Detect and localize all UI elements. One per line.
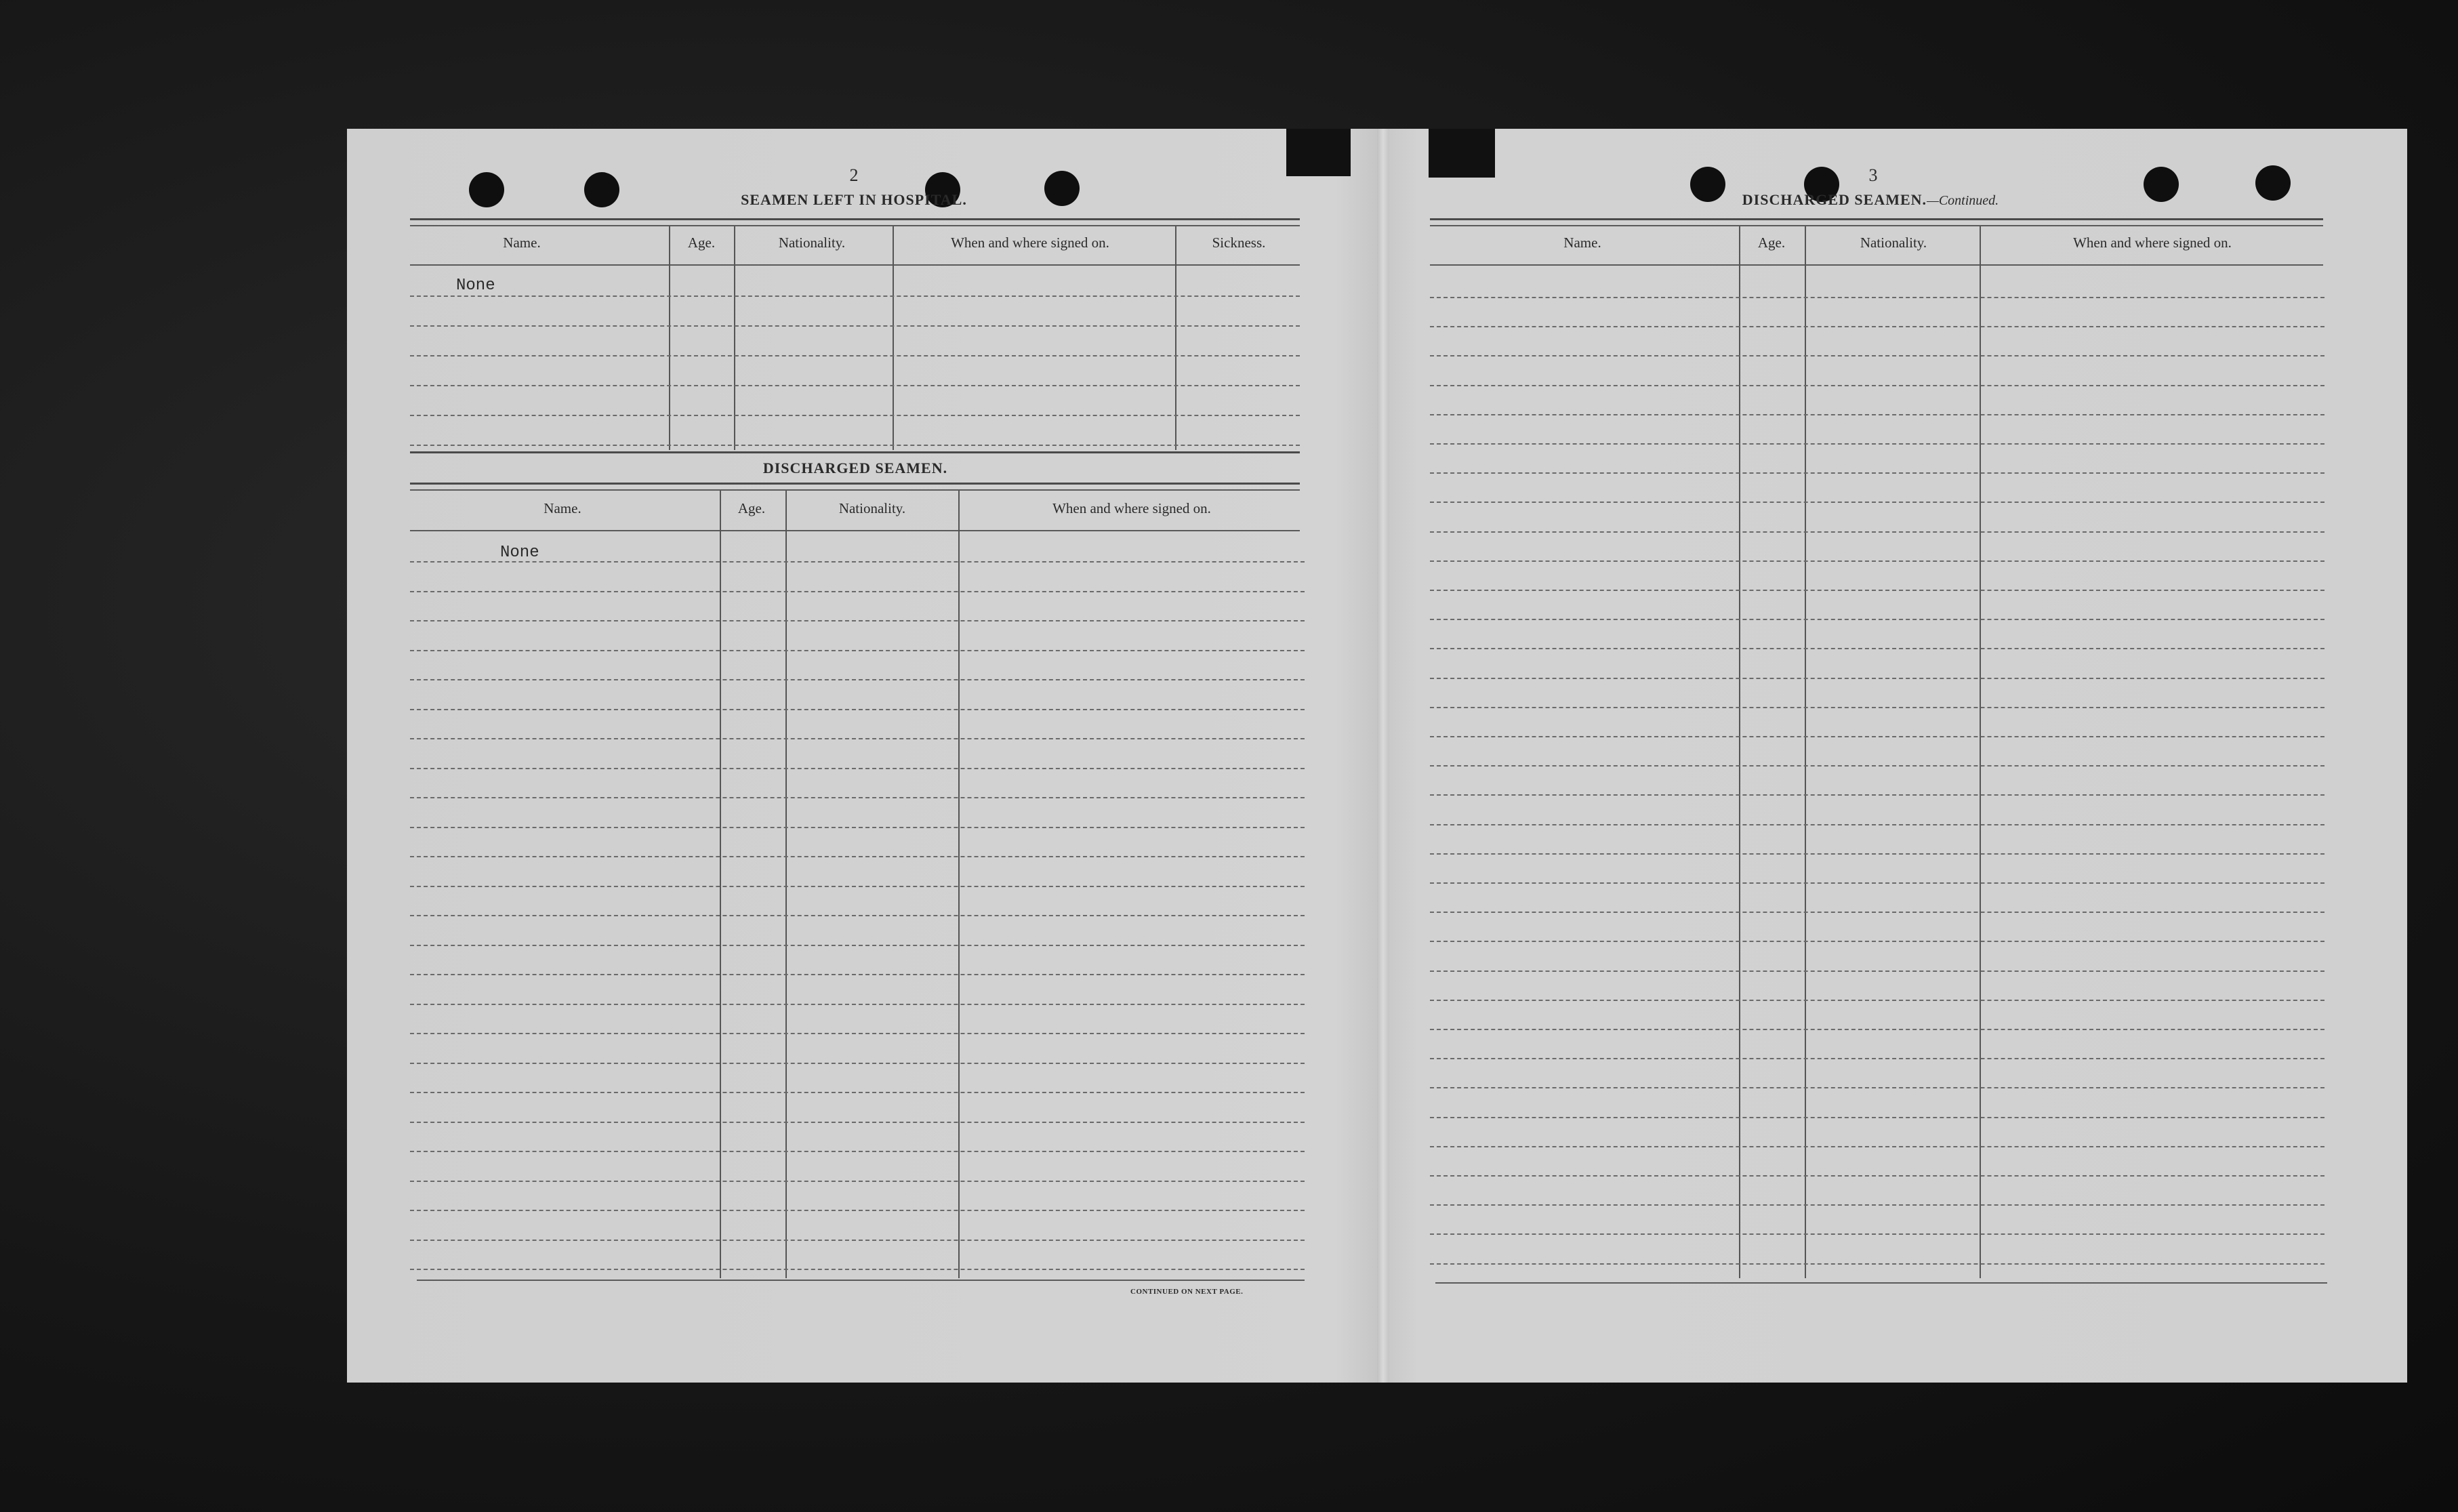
- ruled-line: [410, 797, 1305, 798]
- ruled-line: [1430, 912, 2324, 913]
- ruled-line: [410, 827, 1305, 828]
- ruled-line: [410, 295, 1300, 297]
- ruled-line: [1430, 590, 2324, 591]
- ruled-line: [410, 385, 1300, 386]
- hospital-col-nationality: Nationality.: [778, 234, 846, 251]
- ruled-line: [410, 974, 1305, 975]
- ruled-line: [1430, 1117, 2324, 1118]
- discharged-col-when-where: When and where signed on.: [1052, 500, 1211, 516]
- ruled-line: [1430, 560, 2324, 562]
- page-number: 3: [1868, 165, 1878, 185]
- ruled-line: [1430, 1146, 2324, 1147]
- ruled-line: [410, 445, 1300, 446]
- section-rule: [410, 451, 1300, 453]
- ruled-line: [1430, 385, 2324, 386]
- ruled-line: [1430, 619, 2324, 620]
- punch-hole: [1044, 171, 1080, 206]
- hospital-col-sickness: Sickness.: [1212, 234, 1266, 251]
- ruled-line: [1430, 1087, 2324, 1088]
- ruled-line: [1430, 941, 2324, 942]
- table-top-rule-inner: [1430, 225, 2323, 226]
- ruled-line: [1430, 531, 2324, 533]
- ruled-line: [410, 325, 1300, 327]
- ruled-line: [410, 856, 1305, 857]
- ruled-line: [410, 1240, 1305, 1241]
- column-divider: [958, 491, 960, 1278]
- column-divider: [1175, 226, 1176, 450]
- ruled-line: [410, 1092, 1305, 1093]
- table-bottom-rule: [1435, 1282, 2327, 1284]
- punch-hole: [2255, 165, 2291, 201]
- column-divider: [720, 491, 721, 1278]
- ruled-line: [1430, 502, 2324, 503]
- column-divider: [1980, 226, 1981, 1278]
- ruled-line: [410, 1063, 1305, 1064]
- continued-note: CONTINUED ON NEXT PAGE.: [1130, 1288, 1244, 1296]
- ruled-line: [410, 591, 1305, 592]
- column-divider: [893, 226, 894, 450]
- ruled-line: [410, 561, 1305, 563]
- ruled-line: [1430, 882, 2324, 884]
- hospital-col-name: Name.: [503, 234, 541, 251]
- binding-notch-right: [1429, 129, 1495, 178]
- table-top-rule-inner: [410, 225, 1300, 226]
- ruled-line: [1430, 1000, 2324, 1001]
- ruled-line: [1430, 824, 2324, 825]
- title-suffix: —Continued.: [1927, 193, 1999, 208]
- ruled-line: [1430, 1058, 2324, 1059]
- ruled-line: [410, 709, 1305, 710]
- ruled-line: [1430, 472, 2324, 474]
- ruled-line: [1430, 736, 2324, 737]
- punch-hole: [584, 172, 619, 207]
- ruled-line: [410, 768, 1305, 769]
- hospital-col-when-where: When and where signed on.: [951, 234, 1109, 251]
- column-divider: [669, 226, 670, 450]
- discharged-section-title: DISCHARGED SEAMEN.: [762, 459, 948, 476]
- ruled-line: [1430, 794, 2324, 796]
- ruled-line: [410, 1269, 1305, 1270]
- ruled-line: [1430, 355, 2324, 356]
- ruled-line: [410, 620, 1305, 621]
- ruled-line: [410, 415, 1300, 416]
- ruled-line: [410, 945, 1305, 946]
- ruled-line: [1430, 443, 2324, 445]
- ruled-line: [410, 650, 1305, 651]
- discharged-col-name: Name.: [544, 500, 581, 516]
- ruled-line: [410, 355, 1300, 356]
- header-rule: [410, 530, 1300, 531]
- center-fold: [1377, 129, 1389, 1383]
- table-top-rule: [1430, 218, 2323, 220]
- ruled-line: [410, 679, 1305, 680]
- ruled-line: [410, 915, 1305, 916]
- punch-hole: [2144, 167, 2179, 202]
- discharged-continued-title: [1687, 191, 2053, 209]
- table-top-rule: [410, 218, 1300, 220]
- ruled-line: [1430, 648, 2324, 649]
- hospital-col-age: Age.: [687, 234, 716, 251]
- ruled-line: [410, 1210, 1305, 1211]
- ruled-line: [1430, 297, 2324, 298]
- binding-notch-left: [1286, 129, 1351, 176]
- ruled-line: [410, 1122, 1305, 1123]
- header-rule: [410, 264, 1300, 266]
- discharged-col-age: Age.: [737, 500, 766, 516]
- ruled-line: [1430, 1233, 2324, 1235]
- ruled-line: [1430, 326, 2324, 327]
- section-rule-inner: [410, 489, 1300, 491]
- punch-hole: [469, 172, 504, 207]
- ruled-line: [410, 1004, 1305, 1005]
- ruled-line: [1430, 853, 2324, 855]
- hospital-entry-name: None: [456, 277, 495, 295]
- title-main: DISCHARGED SEAMEN.: [1742, 191, 1927, 208]
- ruled-line: [410, 1151, 1305, 1152]
- hospital-section-title: SEAMEN LEFT IN HOSPITAL.: [741, 191, 967, 208]
- ruled-line: [1430, 707, 2324, 708]
- page-number: 2: [849, 165, 859, 185]
- ruled-line: [410, 886, 1305, 887]
- ruled-line: [1430, 678, 2324, 679]
- column-divider: [1805, 226, 1806, 1278]
- ruled-line: [1430, 970, 2324, 972]
- ruled-line: [1430, 1029, 2324, 1030]
- table-bottom-rule: [417, 1280, 1305, 1281]
- continued-col-when-where: When and where signed on.: [2073, 234, 2232, 251]
- section-rule: [410, 483, 1300, 485]
- ruled-line: [1430, 765, 2324, 767]
- continued-col-nationality: Nationality.: [1860, 234, 1927, 251]
- ruled-line: [1430, 1175, 2324, 1177]
- ruled-line: [410, 1181, 1305, 1182]
- ruled-line: [410, 738, 1305, 739]
- ruled-line: [410, 1033, 1305, 1034]
- continued-col-age: Age.: [1757, 234, 1786, 251]
- column-divider: [785, 491, 787, 1278]
- ruled-line: [1430, 1263, 2324, 1265]
- column-divider: [1739, 226, 1740, 1278]
- ruled-line: [1430, 414, 2324, 415]
- header-rule: [1430, 264, 2323, 266]
- discharged-entry-name: None: [500, 544, 539, 562]
- discharged-col-nationality: Nationality.: [838, 500, 906, 516]
- continued-col-name: Name.: [1563, 234, 1601, 251]
- ruled-line: [1430, 1204, 2324, 1206]
- column-divider: [734, 226, 735, 450]
